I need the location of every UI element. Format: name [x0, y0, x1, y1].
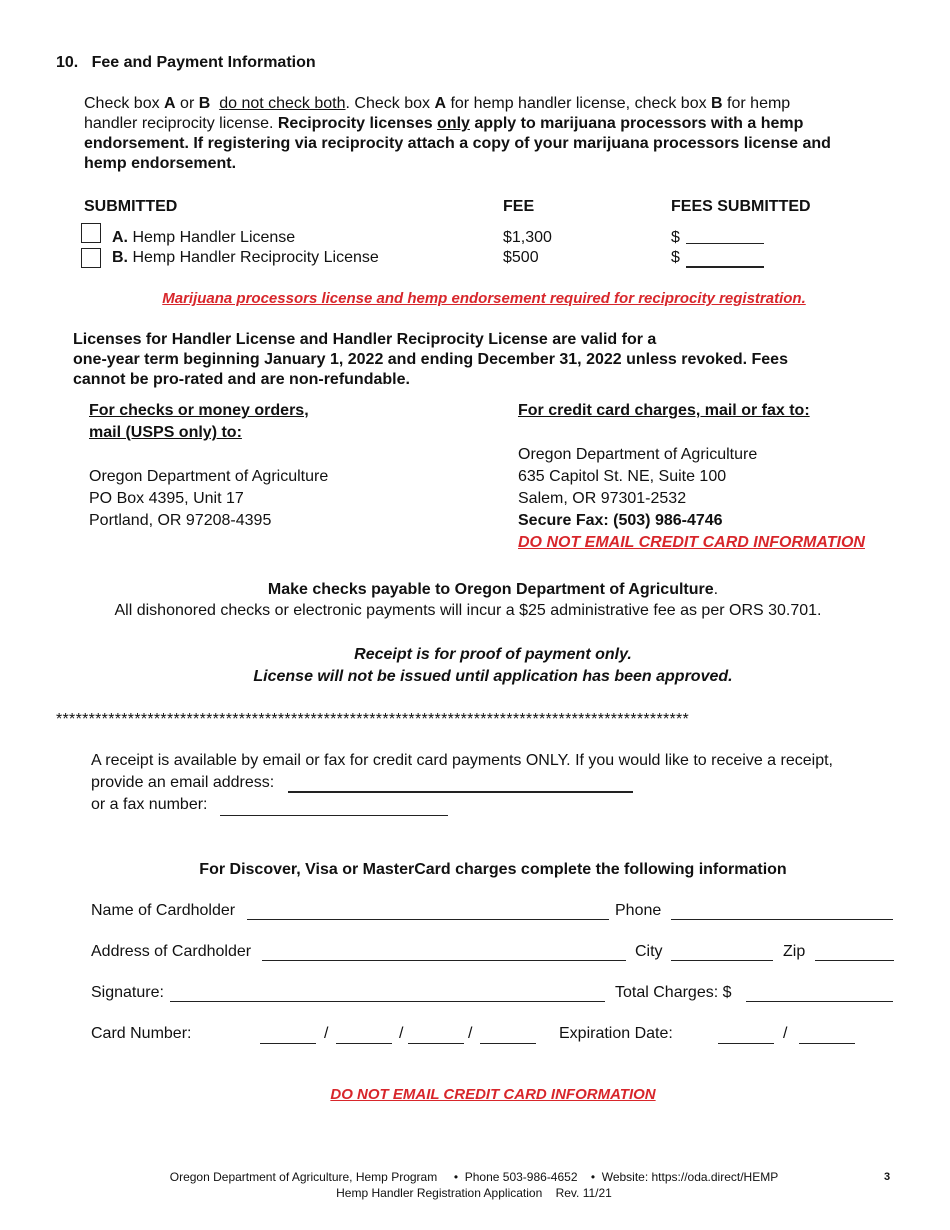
secure-fax: Secure Fax: (503) 986-4746 — [518, 512, 723, 529]
card-number-field-3[interactable] — [408, 1043, 464, 1044]
payable-line — [0, 580, 950, 600]
checks-address-line: Oregon Department of Agriculture — [89, 468, 329, 485]
checkbox-hemp-handler-reciprocity-license[interactable] — [81, 248, 101, 268]
footer-line-2: Hemp Handler Registration Application Rev. 11/21 — [336, 1186, 612, 1200]
receipt-note-2: License will not be issued until application has been approved. — [253, 668, 733, 685]
card-number-field-1[interactable] — [260, 1043, 316, 1044]
checks-heading: mail (USPS only) to: — [89, 424, 242, 441]
fax-label: or a fax number: — [91, 796, 208, 813]
phone-label: Phone — [615, 902, 662, 919]
payable-text: Make checks payable to Oregon Department of Agriculture — [267, 581, 714, 598]
row-a-fee: $1,300 — [503, 229, 552, 246]
card-section-heading: For Discover, Visa or MasterCard charges complete the following information — [199, 861, 787, 878]
address-label: Address of Cardholder — [91, 943, 252, 960]
zip-field[interactable] — [815, 960, 894, 961]
row-b-text: Hemp Handler Reciprocity License — [128, 249, 379, 266]
credit-address-block — [518, 400, 865, 554]
expiration-month-field[interactable] — [718, 1043, 774, 1044]
intro-text-bold: apply to marijuana processors with a hemp — [469, 115, 804, 132]
section-number: 10. — [56, 54, 79, 71]
intro-line-1 — [84, 94, 904, 114]
receipt-info-line: A receipt is available by email or fax for credit card payments ONLY. If you would like to receive a receipt, — [91, 752, 833, 769]
validity-line: Licenses for Handler License and Handler Reciprocity License are valid for a — [73, 331, 657, 348]
total-charges-label: Total Charges: $ — [615, 984, 732, 1001]
city-label: City — [635, 943, 663, 960]
intro-text: . Check box — [345, 95, 435, 112]
intro-paragraph — [84, 94, 904, 174]
credit-address-line: 635 Capitol St. NE, Suite 100 — [518, 468, 727, 485]
card-slash: / — [399, 1025, 404, 1042]
intro-text: for hemp — [722, 95, 791, 112]
row-a-fee-submitted-field[interactable] — [686, 243, 764, 244]
signature-label: Signature: — [91, 984, 164, 1001]
row-b-letter: B. — [112, 249, 128, 266]
intro-letter-a: A — [434, 95, 447, 112]
intro-line-4: hemp endorsement. — [84, 155, 237, 172]
row-b-fee: $500 — [503, 249, 539, 266]
checks-address-line: Portland, OR 97208-4395 — [89, 512, 272, 529]
checks-heading: For checks or money orders, — [89, 402, 309, 419]
city-field[interactable] — [671, 960, 773, 961]
phone-field[interactable] — [671, 919, 893, 920]
page-number: 3 — [884, 1171, 891, 1183]
payable-text: . — [713, 581, 719, 598]
row-a-text: Hemp Handler License — [128, 229, 296, 246]
name-label: Name of Cardholder — [91, 902, 236, 919]
credit-address-line: Salem, OR 97301-2532 — [518, 490, 687, 507]
intro-text: or — [175, 95, 199, 112]
intro-text — [210, 95, 214, 112]
bottom-warning: DO NOT EMAIL CREDIT CARD INFORMATION — [330, 1086, 656, 1103]
cardholder-name-field[interactable] — [247, 919, 609, 920]
header-fee: FEE — [503, 198, 535, 215]
expiration-year-field[interactable] — [799, 1043, 855, 1044]
row-b-dollar: $ — [671, 249, 680, 266]
row-b-label — [112, 248, 379, 268]
row-b-fee-submitted-field[interactable] — [686, 266, 764, 268]
zip-label: Zip — [783, 943, 806, 960]
email-label: provide an email address: — [91, 774, 275, 791]
reciprocity-note: Marijuana processors license and hemp endorsement required for reciprocity registration. — [162, 290, 806, 307]
total-charges-field[interactable] — [746, 1001, 893, 1002]
cardholder-address-field[interactable] — [262, 960, 626, 961]
card-number-field-2[interactable] — [336, 1043, 392, 1044]
checks-address-line: PO Box 4395, Unit 17 — [89, 490, 244, 507]
intro-letter-b: B — [198, 95, 211, 112]
card-number-field-4[interactable] — [480, 1043, 536, 1044]
credit-heading: For credit card charges, mail or fax to: — [518, 402, 810, 419]
dishonored-checks-line: All dishonored checks or electronic payments will incur a $25 administrative fee as per ORS 30.701. — [114, 602, 822, 619]
checks-address-block — [89, 400, 328, 532]
intro-text: for hemp handler license, check box — [446, 95, 712, 112]
card-number-label: Card Number: — [91, 1025, 192, 1042]
receipt-note-1: Receipt is for proof of payment only. — [354, 646, 632, 663]
validity-paragraph — [73, 330, 933, 390]
credit-warning: DO NOT EMAIL CREDIT CARD INFORMATION — [518, 534, 865, 551]
fax-number-field[interactable] — [220, 815, 448, 816]
validity-line: cannot be pro-rated and are non-refundable. — [73, 371, 410, 388]
card-slash: / — [468, 1025, 473, 1042]
intro-text: Check box — [84, 95, 165, 112]
intro-do-not-check-both: do not check both — [219, 95, 346, 112]
expiration-label: Expiration Date: — [559, 1025, 673, 1042]
section-heading — [56, 53, 316, 73]
expiration-slash: / — [783, 1025, 788, 1042]
separator-stars: ************************************************************************************************* — [56, 711, 690, 728]
footer-line-1: Oregon Department of Agriculture, Hemp Program • Phone 503-986-4652 • Website: https://oda.direct/HEMP — [169, 1170, 779, 1184]
intro-line-3: endorsement. If registering via reciprocity attach a copy of your marijuana processors license and — [84, 135, 831, 152]
email-field[interactable] — [288, 791, 633, 793]
card-slash: / — [324, 1025, 329, 1042]
intro-letter-b: B — [711, 95, 723, 112]
intro-line-2 — [84, 114, 904, 134]
checkbox-hemp-handler-license[interactable] — [81, 223, 101, 243]
row-a-dollar: $ — [671, 229, 680, 246]
header-fees-submitted: FEES SUBMITTED — [671, 198, 811, 215]
intro-only: only — [437, 115, 470, 132]
header-submitted: SUBMITTED — [84, 198, 178, 215]
row-a-letter: A. — [112, 229, 128, 246]
validity-line: one-year term beginning January 1, 2022 and ending December 31, 2022 unless revoked. Fees — [73, 351, 788, 368]
intro-letter-a: A — [164, 95, 176, 112]
row-a-label — [112, 228, 295, 248]
intro-text: handler reciprocity license. — [84, 115, 278, 132]
intro-text-bold: Reciprocity licenses — [277, 115, 438, 132]
signature-field[interactable] — [170, 1001, 605, 1002]
credit-address-line: Oregon Department of Agriculture — [518, 446, 758, 463]
section-title: Fee and Payment Information — [91, 54, 316, 71]
